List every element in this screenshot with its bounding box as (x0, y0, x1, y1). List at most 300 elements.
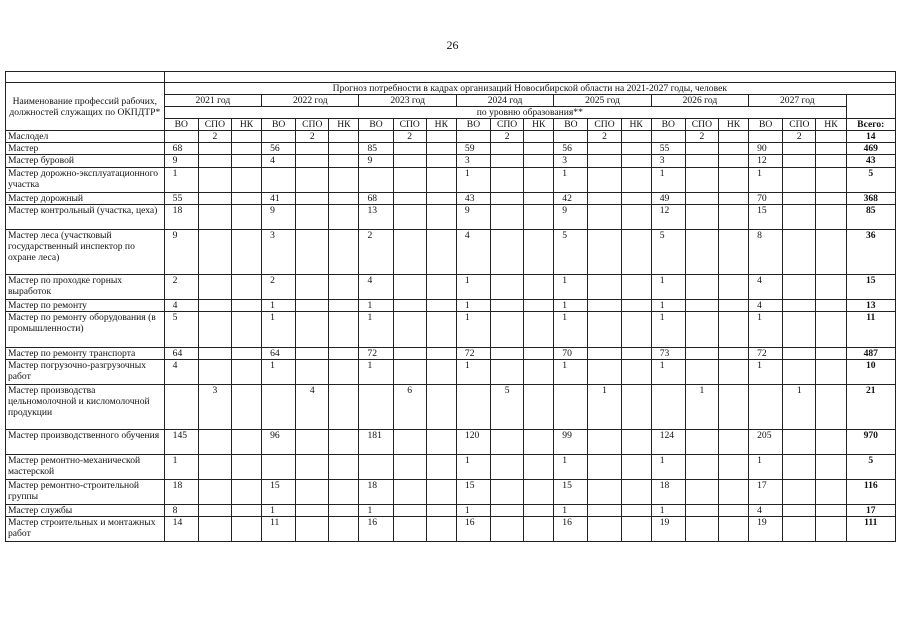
level-header: НК (329, 119, 359, 131)
value-cell (749, 131, 783, 143)
total-cell: 111 (846, 517, 895, 542)
value-cell: 4 (164, 300, 198, 312)
value-cell (393, 193, 426, 205)
value-cell (524, 517, 554, 542)
value-cell (426, 143, 456, 155)
total-cell: 21 (846, 385, 895, 430)
value-cell (783, 517, 816, 542)
value-cell (685, 205, 718, 230)
value-cell: 1 (651, 505, 685, 517)
year-header: 2022 год (262, 95, 359, 107)
total-cell: 5 (846, 168, 895, 193)
table-row (6, 505, 896, 517)
value-cell (491, 143, 524, 155)
value-cell (588, 505, 621, 517)
value-cell (262, 131, 296, 143)
value-cell (393, 360, 426, 385)
forecast-table (5, 71, 896, 542)
value-cell (816, 480, 846, 505)
level-header: СПО (685, 119, 718, 131)
profession-name-cell: Мастер ремонтно-механической мастерской (6, 455, 165, 480)
table-row (6, 230, 896, 275)
value-cell (685, 505, 718, 517)
level-header: СПО (393, 119, 426, 131)
value-cell: 2 (262, 275, 296, 300)
value-cell (426, 312, 456, 348)
value-cell: 68 (164, 143, 198, 155)
value-cell: 18 (164, 205, 198, 230)
value-cell (621, 193, 651, 205)
value-cell (426, 155, 456, 168)
table-row (6, 348, 896, 360)
value-cell: 8 (164, 505, 198, 517)
value-cell (718, 230, 748, 275)
value-cell: 41 (262, 193, 296, 205)
table-row (6, 455, 896, 480)
value-cell (783, 505, 816, 517)
value-cell (231, 480, 261, 505)
value-cell: 12 (651, 205, 685, 230)
value-cell (816, 205, 846, 230)
value-cell (393, 480, 426, 505)
value-cell (231, 168, 261, 193)
value-cell (231, 385, 261, 430)
value-cell (588, 275, 621, 300)
value-cell (426, 205, 456, 230)
value-cell (491, 275, 524, 300)
value-cell: 1 (456, 360, 490, 385)
value-cell: 9 (164, 155, 198, 168)
total-cell: 36 (846, 230, 895, 275)
value-cell (329, 348, 359, 360)
value-cell (329, 480, 359, 505)
value-cell (231, 430, 261, 455)
value-cell (426, 360, 456, 385)
value-cell (198, 193, 231, 205)
value-cell: 1 (651, 300, 685, 312)
table-row (6, 385, 896, 430)
value-cell (231, 205, 261, 230)
value-cell (718, 455, 748, 480)
profession-name-header: Наименование профессий рабочих, должностей служащих по ОКПДТР* (6, 83, 165, 131)
profession-name-cell: Мастер (6, 143, 165, 155)
value-cell: 205 (749, 430, 783, 455)
value-cell: 99 (554, 430, 588, 455)
value-cell (783, 230, 816, 275)
table-row (6, 360, 896, 385)
value-cell (296, 143, 329, 155)
value-cell (329, 275, 359, 300)
value-cell (685, 312, 718, 348)
value-cell (621, 230, 651, 275)
value-cell (718, 385, 748, 430)
value-cell (783, 348, 816, 360)
value-cell: 1 (685, 385, 718, 430)
value-cell: 9 (554, 205, 588, 230)
value-cell: 1 (651, 275, 685, 300)
value-cell (231, 155, 261, 168)
value-cell: 2 (359, 230, 393, 275)
value-cell: 43 (456, 193, 490, 205)
total-cell: 85 (846, 205, 895, 230)
value-cell: 59 (456, 143, 490, 155)
value-cell (426, 480, 456, 505)
value-cell (588, 455, 621, 480)
total-header: Всего: (846, 119, 895, 131)
value-cell (524, 300, 554, 312)
value-cell (491, 430, 524, 455)
value-cell: 2 (198, 131, 231, 143)
value-cell: 1 (262, 300, 296, 312)
value-cell (231, 131, 261, 143)
value-cell: 3 (456, 155, 490, 168)
value-cell (524, 143, 554, 155)
value-cell: 1 (651, 455, 685, 480)
level-header: СПО (588, 119, 621, 131)
value-cell (588, 480, 621, 505)
profession-name-cell: Мастер по ремонту (6, 300, 165, 312)
value-cell (198, 155, 231, 168)
value-cell (685, 275, 718, 300)
table-row (6, 193, 896, 205)
profession-name-cell: Мастер погрузочно-разгрузочных работ (6, 360, 165, 385)
value-cell: 3 (262, 230, 296, 275)
value-cell: 1 (359, 360, 393, 385)
value-cell (621, 348, 651, 360)
value-cell (393, 205, 426, 230)
value-cell (718, 205, 748, 230)
value-cell (296, 455, 329, 480)
value-cell (296, 275, 329, 300)
value-cell (685, 517, 718, 542)
value-cell (524, 168, 554, 193)
value-cell: 8 (749, 230, 783, 275)
value-cell (296, 505, 329, 517)
value-cell (456, 131, 490, 143)
table-row (6, 480, 896, 505)
value-cell (816, 230, 846, 275)
value-cell (621, 505, 651, 517)
page-number: 26 (446, 38, 459, 52)
value-cell (329, 505, 359, 517)
value-cell: 18 (651, 480, 685, 505)
value-cell: 9 (164, 230, 198, 275)
year-header: 2023 год (359, 95, 456, 107)
value-cell (491, 480, 524, 505)
value-cell (296, 155, 329, 168)
value-cell: 1 (359, 505, 393, 517)
value-cell: 18 (359, 480, 393, 505)
value-cell (621, 143, 651, 155)
value-cell (718, 168, 748, 193)
value-cell (718, 360, 748, 385)
value-cell: 4 (749, 505, 783, 517)
value-cell: 1 (554, 455, 588, 480)
value-cell (359, 131, 393, 143)
value-cell (718, 193, 748, 205)
value-cell (491, 360, 524, 385)
value-cell (231, 360, 261, 385)
value-cell (262, 168, 296, 193)
value-cell (621, 312, 651, 348)
value-cell: 120 (456, 430, 490, 455)
value-cell (329, 155, 359, 168)
value-cell (426, 505, 456, 517)
value-cell: 4 (749, 275, 783, 300)
value-cell (393, 300, 426, 312)
value-cell (329, 143, 359, 155)
value-cell (231, 517, 261, 542)
level-header: СПО (198, 119, 231, 131)
value-cell: 2 (783, 131, 816, 143)
value-cell (783, 455, 816, 480)
value-cell: 3 (651, 155, 685, 168)
value-cell (554, 131, 588, 143)
value-cell (524, 385, 554, 430)
value-cell (816, 505, 846, 517)
value-cell: 9 (359, 155, 393, 168)
value-cell: 2 (491, 131, 524, 143)
value-cell (718, 155, 748, 168)
value-cell: 2 (164, 275, 198, 300)
value-cell (783, 300, 816, 312)
value-cell: 5 (164, 312, 198, 348)
value-cell: 1 (749, 455, 783, 480)
profession-name-cell: Мастер производственного обучения (6, 430, 165, 455)
value-cell (816, 275, 846, 300)
profession-name-cell: Мастер дорожно-эксплуатационного участка (6, 168, 165, 193)
year-header: 2024 год (456, 95, 553, 107)
value-cell (231, 312, 261, 348)
value-cell (359, 455, 393, 480)
total-cell: 14 (846, 131, 895, 143)
header-blank-row (6, 72, 896, 83)
value-cell (685, 480, 718, 505)
value-cell (524, 131, 554, 143)
value-cell (296, 480, 329, 505)
value-cell (296, 360, 329, 385)
value-cell (685, 230, 718, 275)
value-cell (524, 480, 554, 505)
value-cell (685, 193, 718, 205)
level-header: СПО (491, 119, 524, 131)
profession-name-cell: Мастер по проходке горных выработок (6, 275, 165, 300)
value-cell (198, 430, 231, 455)
value-cell: 1 (456, 275, 490, 300)
value-cell (198, 505, 231, 517)
value-cell: 1 (749, 360, 783, 385)
value-cell (231, 505, 261, 517)
value-cell (164, 385, 198, 430)
value-cell: 56 (554, 143, 588, 155)
value-cell (198, 517, 231, 542)
value-cell (588, 193, 621, 205)
value-cell (164, 131, 198, 143)
value-cell (718, 312, 748, 348)
value-cell (491, 205, 524, 230)
value-cell: 42 (554, 193, 588, 205)
value-cell (393, 312, 426, 348)
value-cell (816, 360, 846, 385)
value-cell (329, 205, 359, 230)
level-header: СПО (783, 119, 816, 131)
table-row (6, 131, 896, 143)
value-cell: 1 (783, 385, 816, 430)
value-cell: 3 (198, 385, 231, 430)
value-cell (198, 455, 231, 480)
total-cell: 469 (846, 143, 895, 155)
value-cell (718, 480, 748, 505)
value-cell: 1 (359, 300, 393, 312)
value-cell: 124 (651, 430, 685, 455)
value-cell (718, 131, 748, 143)
level-header: СПО (296, 119, 329, 131)
value-cell: 15 (554, 480, 588, 505)
total-cell: 116 (846, 480, 895, 505)
value-cell (198, 300, 231, 312)
value-cell (783, 275, 816, 300)
value-cell (588, 205, 621, 230)
value-cell (329, 230, 359, 275)
value-cell (426, 430, 456, 455)
level-header: НК (426, 119, 456, 131)
table-row (6, 430, 896, 455)
value-cell (816, 168, 846, 193)
value-cell (816, 385, 846, 430)
value-cell (621, 455, 651, 480)
value-cell (588, 155, 621, 168)
value-cell (588, 143, 621, 155)
value-cell (718, 143, 748, 155)
value-cell (524, 430, 554, 455)
value-cell (231, 275, 261, 300)
value-cell (651, 131, 685, 143)
value-cell: 1 (456, 455, 490, 480)
value-cell: 1 (456, 505, 490, 517)
value-cell (783, 143, 816, 155)
value-cell (393, 168, 426, 193)
value-cell (685, 168, 718, 193)
value-cell (359, 385, 393, 430)
value-cell (426, 230, 456, 275)
value-cell (296, 300, 329, 312)
profession-name-cell: Мастер дорожный (6, 193, 165, 205)
value-cell (588, 517, 621, 542)
total-cell: 5 (846, 455, 895, 480)
value-cell: 3 (554, 155, 588, 168)
value-cell (491, 505, 524, 517)
value-cell: 2 (393, 131, 426, 143)
value-cell: 6 (393, 385, 426, 430)
value-cell (816, 517, 846, 542)
value-cell (588, 348, 621, 360)
value-cell: 14 (164, 517, 198, 542)
year-header: 2021 год (164, 95, 261, 107)
value-cell (621, 385, 651, 430)
level-header: ВО (164, 119, 198, 131)
value-cell (491, 517, 524, 542)
value-cell (685, 300, 718, 312)
value-cell: 19 (749, 517, 783, 542)
value-cell: 1 (456, 300, 490, 312)
value-cell (718, 517, 748, 542)
value-cell (621, 480, 651, 505)
value-cell: 73 (651, 348, 685, 360)
value-cell (621, 360, 651, 385)
value-cell (621, 168, 651, 193)
level-header: НК (524, 119, 554, 131)
value-cell: 1 (554, 168, 588, 193)
value-cell (456, 385, 490, 430)
value-cell (296, 230, 329, 275)
value-cell (262, 455, 296, 480)
value-cell (524, 348, 554, 360)
value-cell: 49 (651, 193, 685, 205)
value-cell (231, 455, 261, 480)
value-cell (621, 275, 651, 300)
value-cell: 4 (164, 360, 198, 385)
value-cell (426, 517, 456, 542)
value-cell (198, 168, 231, 193)
table-row (6, 275, 896, 300)
profession-name-cell: Мастер леса (участковый государственный инспектор по охране леса) (6, 230, 165, 275)
value-cell (783, 430, 816, 455)
value-cell (359, 168, 393, 193)
value-cell (198, 348, 231, 360)
total-cell: 13 (846, 300, 895, 312)
value-cell (621, 155, 651, 168)
header-forecast-row (6, 83, 896, 95)
value-cell (393, 230, 426, 275)
value-cell (491, 312, 524, 348)
value-cell (393, 155, 426, 168)
value-cell (524, 360, 554, 385)
level-header: ВО (359, 119, 393, 131)
value-cell (685, 360, 718, 385)
value-cell (718, 430, 748, 455)
value-cell (621, 300, 651, 312)
value-cell: 1 (262, 312, 296, 348)
value-cell: 9 (262, 205, 296, 230)
level-header: ВО (651, 119, 685, 131)
table-row (6, 155, 896, 168)
value-cell (296, 348, 329, 360)
value-cell (393, 275, 426, 300)
value-cell: 16 (554, 517, 588, 542)
value-cell (588, 230, 621, 275)
value-cell (816, 131, 846, 143)
value-cell (329, 193, 359, 205)
value-cell (393, 517, 426, 542)
value-cell (588, 168, 621, 193)
value-cell (329, 517, 359, 542)
value-cell (491, 193, 524, 205)
total-cell: 487 (846, 348, 895, 360)
value-cell (718, 275, 748, 300)
value-cell: 181 (359, 430, 393, 455)
value-cell (296, 168, 329, 193)
value-cell: 5 (554, 230, 588, 275)
level-header: НК (621, 119, 651, 131)
value-cell (426, 348, 456, 360)
value-cell (816, 312, 846, 348)
value-cell: 1 (588, 385, 621, 430)
value-cell (329, 168, 359, 193)
value-cell: 5 (651, 230, 685, 275)
value-cell (231, 300, 261, 312)
value-cell: 1 (554, 312, 588, 348)
value-cell: 72 (456, 348, 490, 360)
